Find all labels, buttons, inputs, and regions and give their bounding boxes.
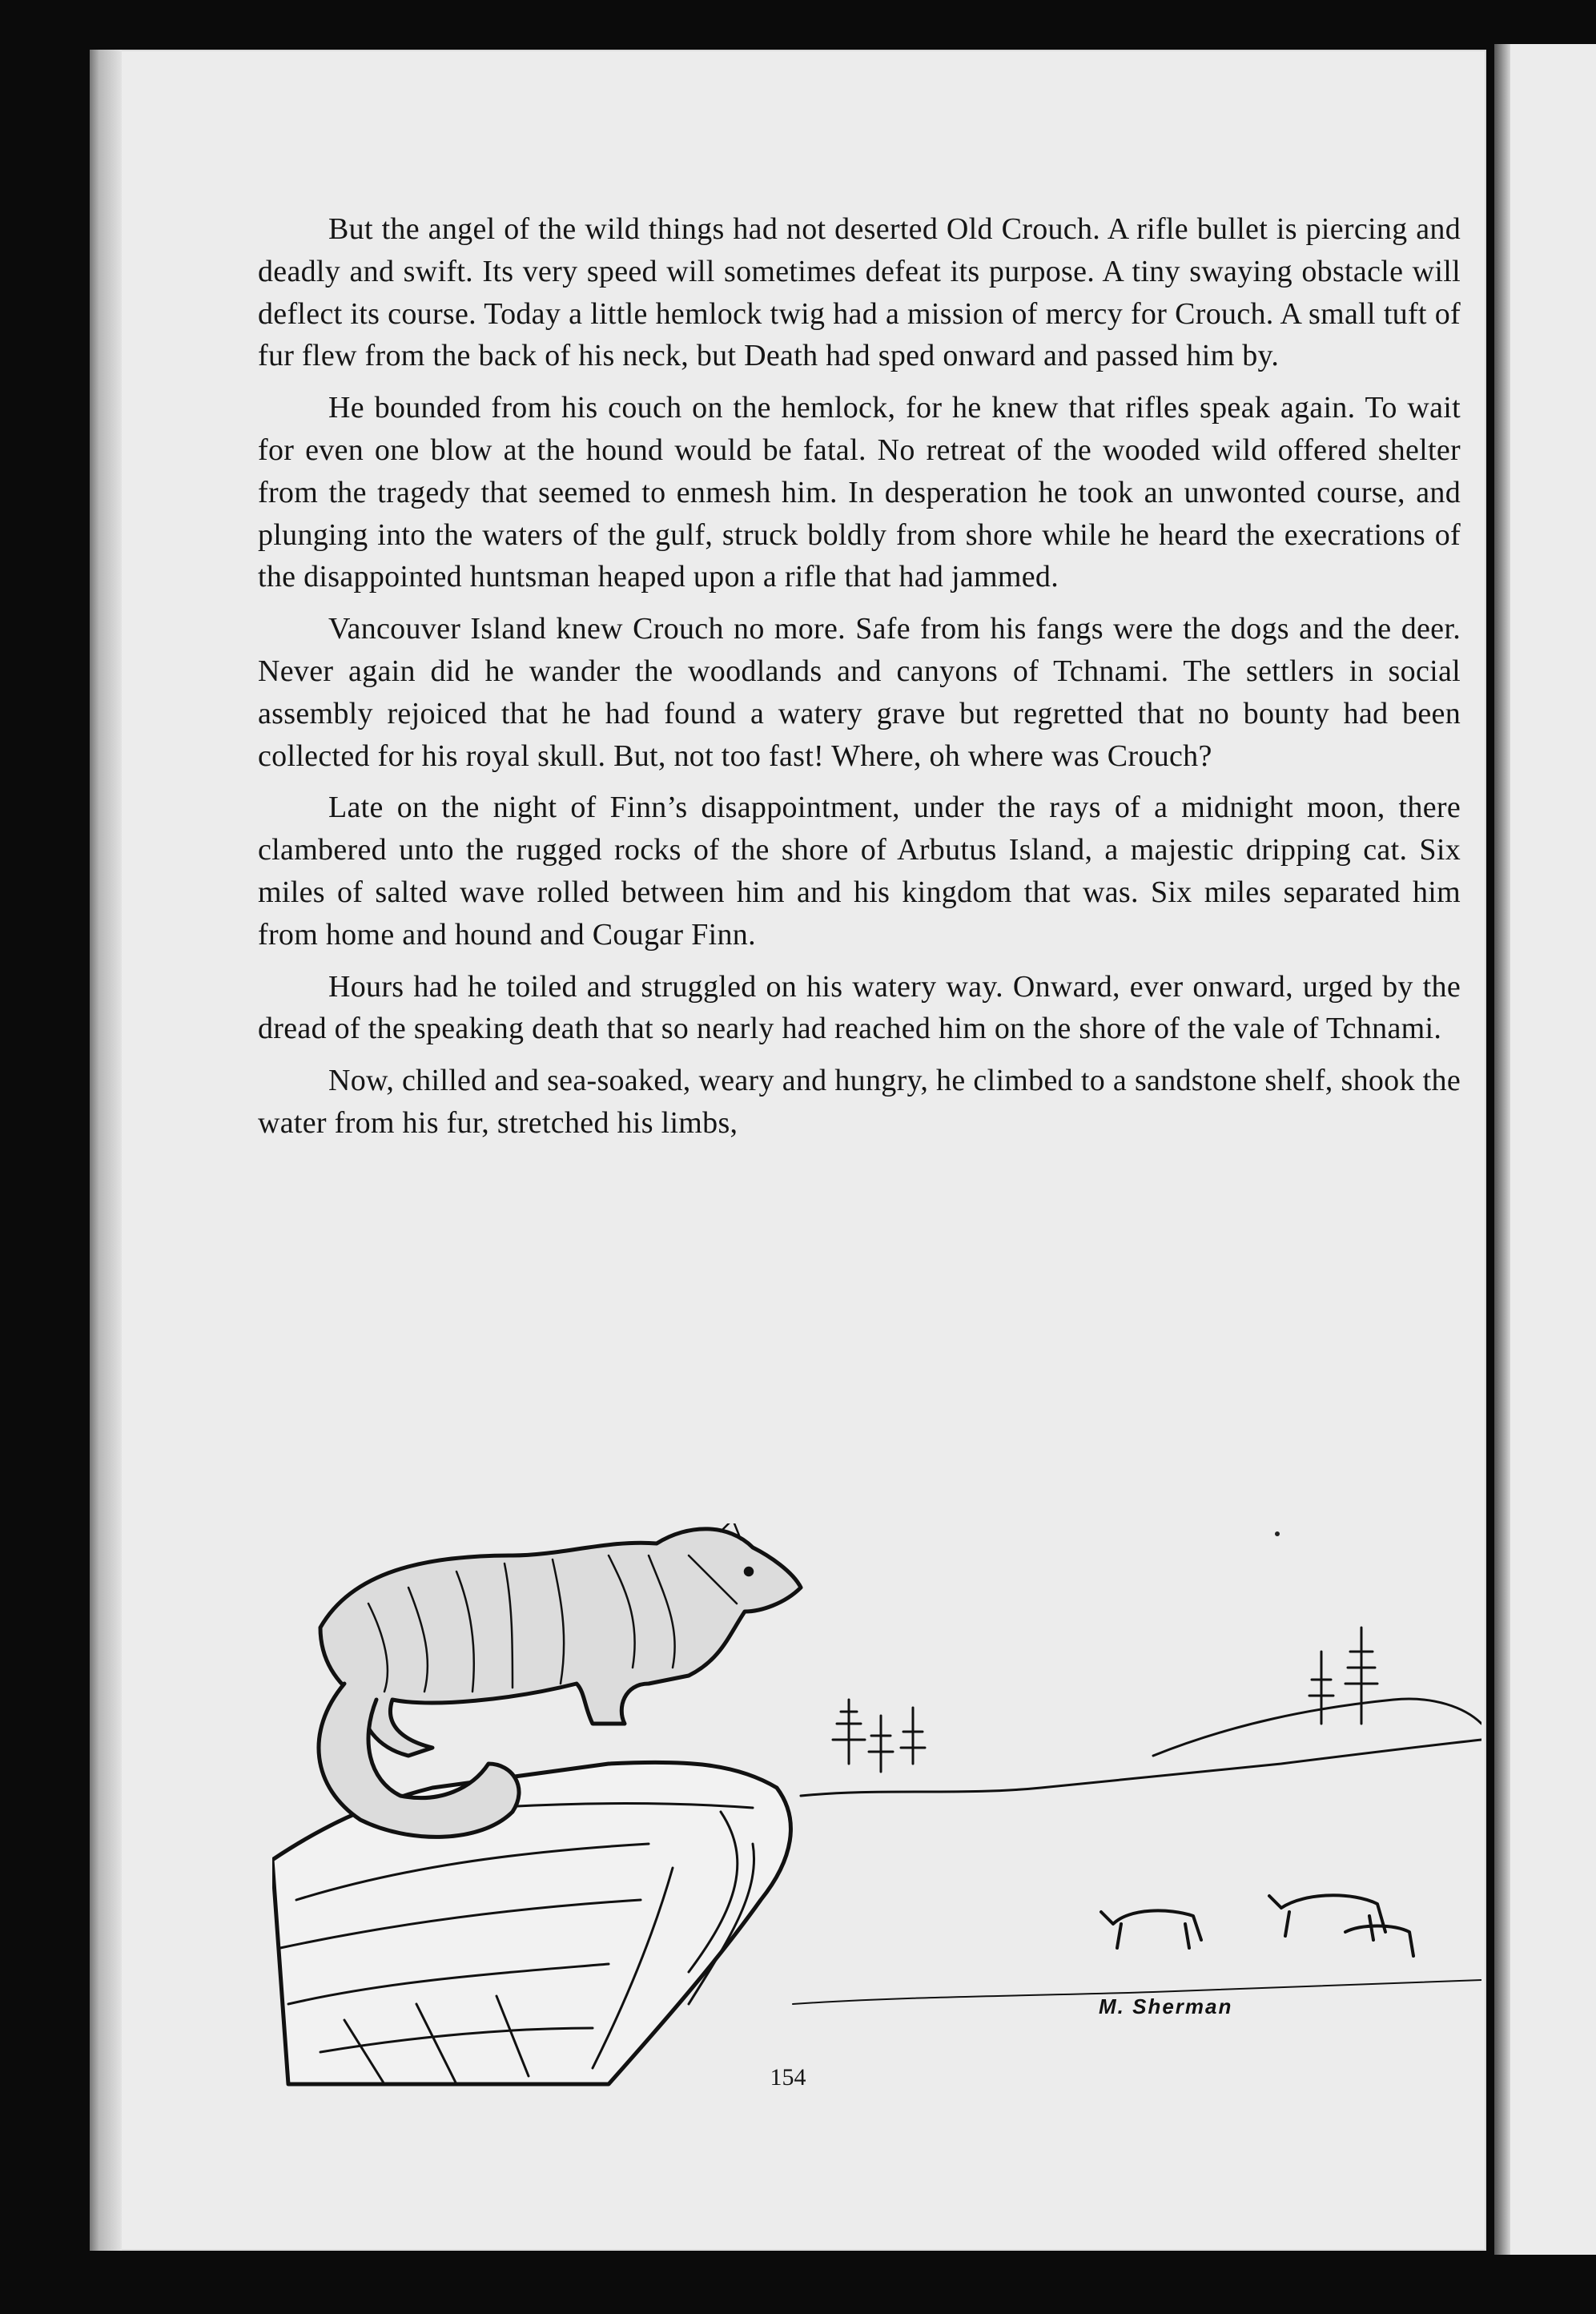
adjacent-page-edge	[1494, 44, 1596, 2255]
paragraph: He bounded from his couch on the hemlock, for he knew that rifles speak again. To wait for even one blow at the hound would be fatal. No retreat of the wooded wild offered shelter from the tragedy that seemed to enmesh him. In desperation he took an unwonted course, and plunging into the waters of the gulf, struck boldly from shore while he heard the execrations of the disappointed huntsman heaped upon a rifle that had jammed.	[258, 391, 1461, 594]
dust-speck	[1275, 1531, 1280, 1536]
paragraph: But the angel of the wild things had not deserted Old Crouch. A rifle bullet is piercing and deadly and swift. Its very speed will sometimes defeat its purpose. A tiny swaying obstacle will deflect its course. Today a little hemlock twig had a mission of mercy for Crouch. A small tuft of fur flew from the back of his neck, but Death had sped onward and passed him by.	[258, 212, 1461, 373]
page-number: 154	[770, 2064, 806, 2091]
paragraph: Hours had he toiled and struggled on his watery way. Onward, ever onward, urged by the dread of the speaking death that so nearly had reached him on the shore of the vale of Tchnami.	[258, 969, 1461, 1046]
paragraph: Vancouver Island knew Crouch no more. Safe from his fangs were the dogs and the deer. Never again did he wander the woodlands and canyons of Tchnami. The settlers in social assembly rejoiced that he had found a watery grave but regretted that no bounty had been collected for his royal skull. But, not too fast! Where, oh where was Crouch?	[258, 612, 1461, 773]
illustration-signature: M. Sherman	[1099, 1994, 1233, 2018]
paragraph: Late on the night of Finn’s disappointment, under the rays of a midnight moon, there clambered unto the rugged rocks of the shore of Arbutus Island, a majestic dripping cat. Six miles of salted wave rolled between him and his kingdom that was. Six miles separated him from home and hound and Cougar Finn.	[258, 791, 1461, 952]
paragraph: Now, chilled and sea-soaked, weary and hungry, he climbed to a sandstone shelf, shook the water from his fur, stretched his limbs,	[258, 1064, 1461, 1140]
body-text	[258, 208, 1461, 1154]
book-page	[90, 50, 1486, 2251]
cougar-on-rock-icon	[272, 1523, 1481, 2100]
